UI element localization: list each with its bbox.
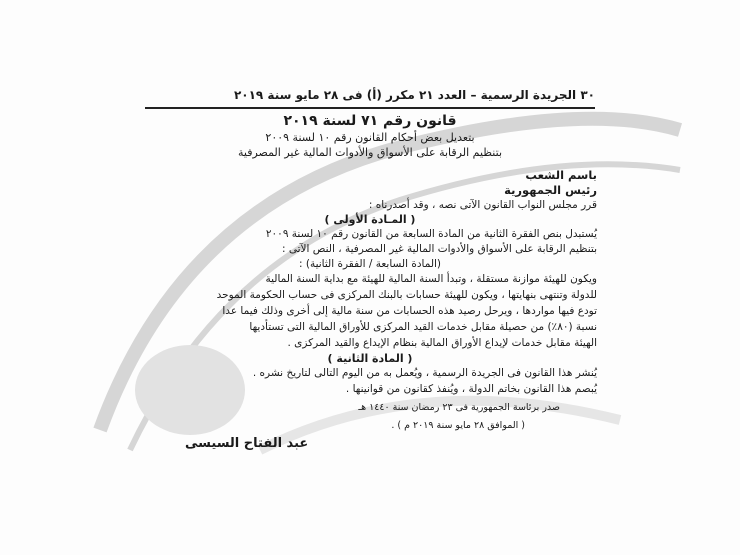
issued-date: صدر برئاسة الجمهورية فى ٢٣ رمضان سنة ١٤٤٠ هـ <box>358 402 560 413</box>
article-1-sub-heading: (المادة السابعة / الفقرة الثانية) : <box>298 258 442 270</box>
article-2-line-2: يُبصم هذا القانون بخاتم الدولة ، ويُنفذ كقانون من قوانينها . <box>345 383 597 395</box>
article-1-heading: ( المـادة الأولى ) <box>324 213 416 226</box>
law-subtitle-2: بتنظيم الرقابة على الأسواق والأدوات المالية غير المصرفية <box>237 146 503 159</box>
header-divider <box>145 107 595 109</box>
article-1-para-4: نسبة (٨٠٪) من حصيلة مقابل خدمات القيد المركزى للأوراق المالية التى تستأديها <box>249 321 597 333</box>
decision-text: قرر مجلس النواب القانون الآتى نصه ، وقد أصدرناه : <box>368 199 597 211</box>
article-2-heading: ( المادة الثانية ) <box>327 352 413 365</box>
article-1-para-5: الهيئة مقابل خدمات لإيداع الأوراق المالية بنظام الإيداع والقيد المركزى . <box>287 337 597 349</box>
article-1-line-2: بتنظيم الرقابة على الأسواق والأدوات المالية غير المصرفية ، النص الآتى : <box>281 243 597 255</box>
article-2-line-1: يُنشر هذا القانون فى الجريدة الرسمية ، ويُعمل به من اليوم التالى لتاريخ نشره . <box>252 367 597 379</box>
article-1-line-1: يُستبدل بنص الفقرة الثانية من المادة السابعة من القانون رقم ١٠ لسنة ٢٠٠٩ <box>265 228 597 240</box>
corresponding-date: ( الموافق ٢٨ مايو سنة ٢٠١٩ م ) . <box>391 420 525 431</box>
law-title: قانون رقم ٧١ لسنة ٢٠١٩ <box>283 113 457 129</box>
article-1-para-2: للدولة وتنتهى بنهايتها ، ويكون للهيئة حسابات بالبنك المركزى فى حساب الحكومة الموحد <box>216 289 597 301</box>
page-header: ٣٠ الجريدة الرسمية – العدد ٢١ مكرر (أ) فى ٢٨ مايو سنة ٢٠١٩ <box>233 88 595 102</box>
law-subtitle-1: بتعديل بعض أحكام القانون رقم ١٠ لسنة ٢٠٠٩ <box>265 131 475 144</box>
article-1-para-3: تودع فيها مواردها ، ويرحل رصيد هذه الحسابات من سنة مالية إلى أخرى وذلك فيما عدا <box>222 305 597 317</box>
name-of-people: باسم الشعب <box>525 168 597 182</box>
article-1-para-1: ويكون للهيئة موازنة مستقلة ، وتبدأ السنة المالية للهيئة مع بداية السنة المالية <box>265 273 597 285</box>
president-signature-name: عبد الفتاح السيسى <box>185 436 309 451</box>
president-title: رئيس الجمهورية <box>504 183 597 197</box>
